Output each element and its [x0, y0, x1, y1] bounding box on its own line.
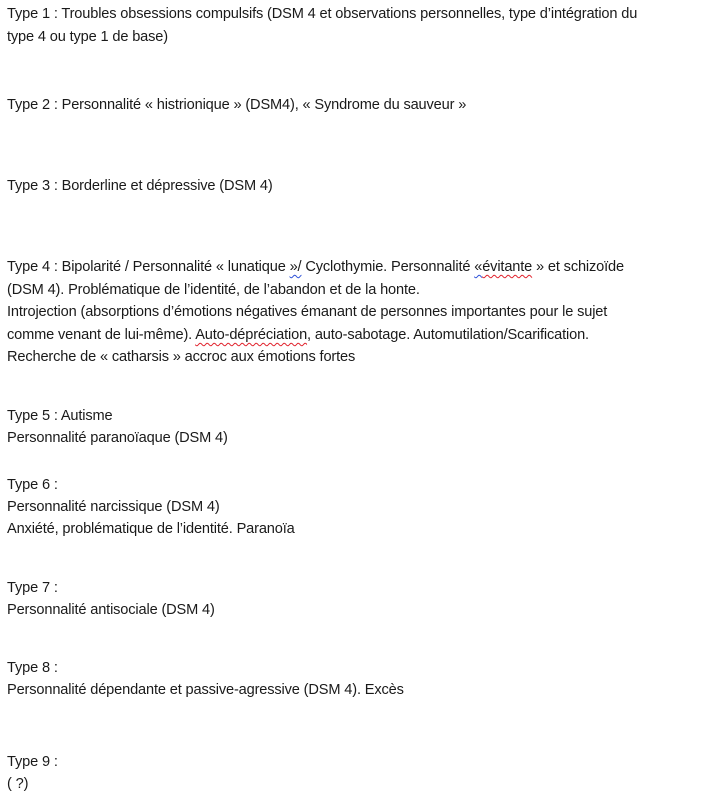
type8-line1: Type 8 :: [7, 660, 58, 676]
type4-line4: [7, 324, 589, 347]
grammar-flag[interactable]: »/: [289, 259, 302, 275]
type1-line1: Type 1 : Troubles obsessions compulsifs (DSM 4 et observations personnelles, type d’intégration du: [7, 6, 638, 22]
type5-line2: Personnalité paranoïaque (DSM 4): [7, 430, 228, 446]
type4-line3: Introjection (absorptions d’émotions négatives émanant de personnes importantes pour le sujet: [7, 304, 608, 320]
type4-line5: Recherche de « catharsis » accroc aux émotions fortes: [7, 349, 356, 365]
type4-line1-text: Cyclothymie. Personnalité: [301, 259, 475, 275]
type1-line2: type 4 ou type 1 de base): [7, 29, 168, 45]
type9-line2: ( ?): [7, 776, 29, 792]
type4-line1-text: » et schizoïde: [532, 259, 624, 275]
type4-line2: (DSM 4). Problématique de l’identité, de l’abandon et de la honte.: [7, 282, 420, 298]
type4-line4-text: comme venant de lui-même).: [7, 327, 196, 343]
type9-line1: Type 9 :: [7, 754, 58, 770]
type6-line2: Personnalité narcissique (DSM 4): [7, 499, 220, 515]
type2-line1: Type 2 : Personnalité « histrionique » (DSM4), « Syndrome du sauveur »: [7, 97, 467, 113]
spelling-flag[interactable]: Auto-dépréciation: [195, 327, 308, 343]
spelling-flag[interactable]: évitante: [482, 259, 533, 275]
type6-line3: Anxiété, problématique de l’identité. Paranoïa: [7, 521, 295, 537]
type4-line1: [7, 256, 624, 279]
type7-line2: Personnalité antisociale (DSM 4): [7, 602, 215, 618]
grammar-flag[interactable]: «: [474, 259, 483, 275]
type3-line1: Type 3 : Borderline et dépressive (DSM 4): [7, 178, 273, 194]
type8-line2: Personnalité dépendante et passive-agressive (DSM 4). Excès: [7, 682, 404, 698]
type5-line1: Type 5 : Autisme: [7, 408, 113, 424]
type7-line1: Type 7 :: [7, 580, 58, 596]
type4-line1-text: Type 4 : Bipolarité / Personnalité « lunatique: [7, 259, 290, 275]
type4-line4-text: , auto-sabotage. Automutilation/Scarification.: [307, 327, 589, 343]
type6-line1: Type 6 :: [7, 477, 58, 493]
